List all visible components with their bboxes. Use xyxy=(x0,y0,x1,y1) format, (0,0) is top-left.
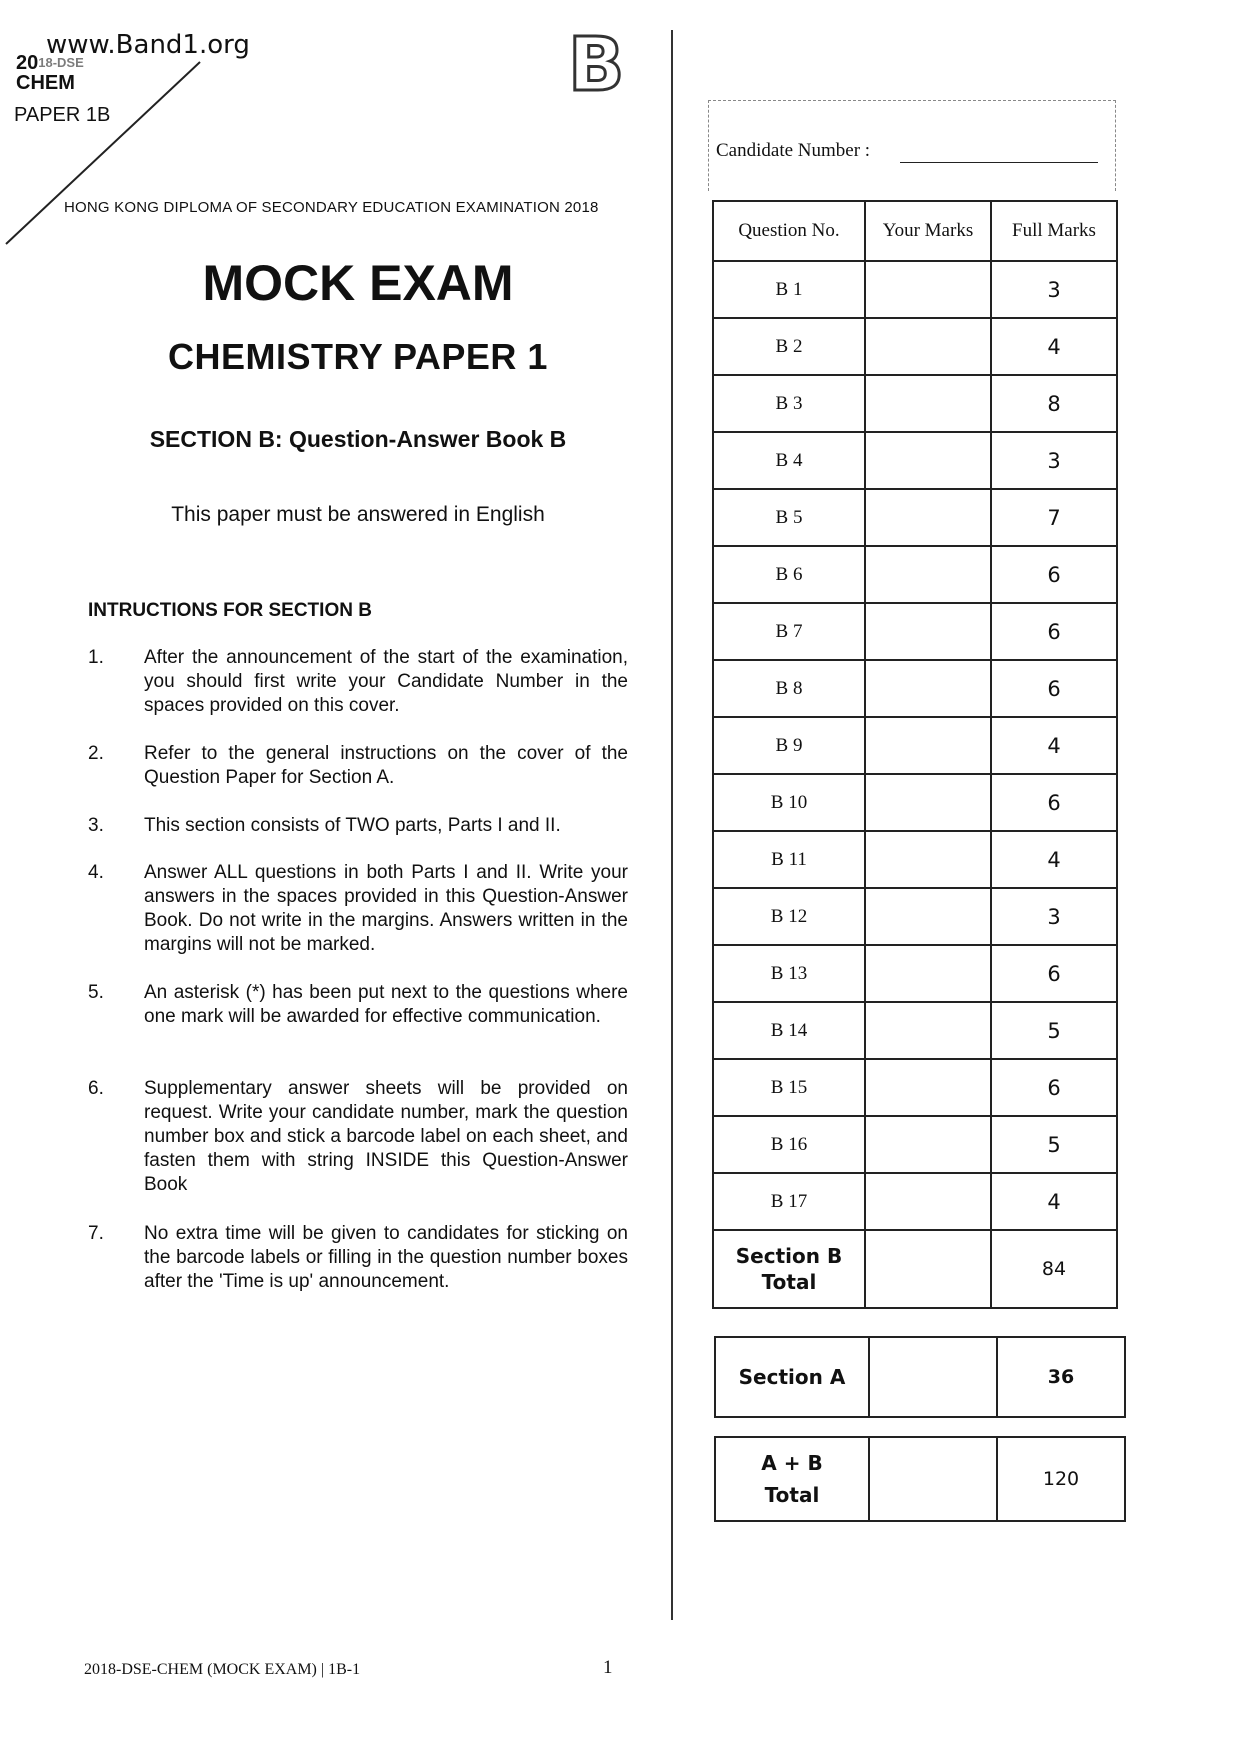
table-row xyxy=(713,432,1117,489)
full-marks-cell: 3 xyxy=(991,261,1117,318)
instruction-text: Refer to the general instructions on the cover of the Question Paper for Section A. xyxy=(144,743,628,788)
table-row xyxy=(713,318,1117,375)
your-marks-cell[interactable] xyxy=(865,774,991,831)
instructions-heading: INTRUCTIONS FOR SECTION B xyxy=(88,600,372,621)
question-number-cell: B 7 xyxy=(713,603,865,660)
table-row xyxy=(713,1059,1117,1116)
table-row xyxy=(713,774,1117,831)
table-row xyxy=(713,603,1117,660)
page-number: 1 xyxy=(603,1657,613,1678)
section-title: SECTION B: Question-Answer Book B xyxy=(149,426,567,452)
exam-body: HONG KONG DIPLOMA OF SECONDARY EDUCATION EXAMINATION 2018 xyxy=(64,199,599,216)
your-marks-cell[interactable] xyxy=(865,660,991,717)
question-number-cell: B 5 xyxy=(713,489,865,546)
header-question-no: Question No. xyxy=(713,201,865,261)
language-note: This paper must be answered in English xyxy=(171,503,545,526)
section-a-label: Section A xyxy=(715,1337,869,1417)
section-b-total-label-line2: Total xyxy=(761,1270,817,1294)
instruction-text: After the announcement of the start of the examination, you should first write your Candidate Number in the spaces provided on this cover. xyxy=(144,647,628,716)
full-marks-cell: 6 xyxy=(991,774,1117,831)
grand-total-your-marks[interactable] xyxy=(869,1437,997,1521)
section-b-total-your-marks[interactable] xyxy=(865,1230,991,1308)
full-marks-cell: 4 xyxy=(991,831,1117,888)
section-a-your-marks[interactable] xyxy=(869,1337,997,1417)
full-marks-cell: 7 xyxy=(991,489,1117,546)
marks-table xyxy=(712,200,1118,1309)
table-row xyxy=(713,1116,1117,1173)
full-marks-cell: 6 xyxy=(991,546,1117,603)
your-marks-cell[interactable] xyxy=(865,1173,991,1230)
your-marks-cell[interactable] xyxy=(865,603,991,660)
question-number-cell: B 17 xyxy=(713,1173,865,1230)
section-b-total-row xyxy=(713,1230,1117,1308)
grand-total-row xyxy=(715,1437,1125,1521)
question-number-cell: B 8 xyxy=(713,660,865,717)
table-row xyxy=(713,888,1117,945)
your-marks-cell[interactable] xyxy=(865,432,991,489)
marks-table-body xyxy=(713,261,1117,1230)
question-number-cell: B 12 xyxy=(713,888,865,945)
booklet-letter: B xyxy=(568,22,625,108)
grand-total-label xyxy=(715,1437,869,1521)
full-marks-cell: 4 xyxy=(991,1173,1117,1230)
full-marks-cell: 6 xyxy=(991,603,1117,660)
question-number-cell: B 14 xyxy=(713,1002,865,1059)
full-marks-cell: 4 xyxy=(991,318,1117,375)
your-marks-cell[interactable] xyxy=(865,261,991,318)
full-marks-cell: 6 xyxy=(991,945,1117,1002)
full-marks-cell: 8 xyxy=(991,375,1117,432)
grand-total-label-line2: Total xyxy=(764,1483,820,1507)
your-marks-cell[interactable] xyxy=(865,489,991,546)
section-a-full: 36 xyxy=(997,1337,1125,1417)
question-number-cell: B 2 xyxy=(713,318,865,375)
table-row xyxy=(713,660,1117,717)
section-a-table xyxy=(714,1336,1126,1418)
instruction-number: 6. xyxy=(88,1078,104,1099)
your-marks-cell[interactable] xyxy=(865,546,991,603)
full-marks-cell: 6 xyxy=(991,660,1117,717)
question-number-cell: B 4 xyxy=(713,432,865,489)
full-marks-cell: 5 xyxy=(991,1116,1117,1173)
section-b-total-full: 84 xyxy=(991,1230,1117,1308)
question-number-cell: B 3 xyxy=(713,375,865,432)
question-number-cell: B 16 xyxy=(713,1116,865,1173)
header-full-marks: Full Marks xyxy=(991,201,1117,261)
instruction-number: 5. xyxy=(88,982,104,1003)
instruction-text: Answer ALL questions in both Parts I and II. Write your answers in the spaces provided in this Question-Answer Book. Do not write in the margins. Answers written in the margins will not be marked. xyxy=(144,862,628,955)
section-b-total-label-line1: Section B xyxy=(735,1244,843,1268)
page-title: MOCK EXAM xyxy=(202,255,514,311)
full-marks-cell: 3 xyxy=(991,888,1117,945)
table-header-row xyxy=(713,201,1117,261)
full-marks-cell: 4 xyxy=(991,717,1117,774)
your-marks-cell[interactable] xyxy=(865,717,991,774)
table-row xyxy=(713,375,1117,432)
header-year-tail: 18-DSE xyxy=(38,55,84,70)
instruction-number: 1. xyxy=(88,647,104,668)
your-marks-cell[interactable] xyxy=(865,1002,991,1059)
instruction-number: 2. xyxy=(88,743,104,764)
candidate-number-label: Candidate Number : xyxy=(716,140,871,161)
table-row xyxy=(713,945,1117,1002)
watermark: www.Band1.org xyxy=(46,30,250,60)
footer-code: 2018-DSE-CHEM (MOCK EXAM) | 1B-1 xyxy=(84,1661,361,1678)
question-number-cell: B 13 xyxy=(713,945,865,1002)
header-your-marks: Your Marks xyxy=(865,201,991,261)
table-row xyxy=(713,261,1117,318)
your-marks-cell[interactable] xyxy=(865,1116,991,1173)
table-row xyxy=(713,717,1117,774)
instruction-text: This section consists of TWO parts, Parts I and II. xyxy=(144,815,561,836)
header-subject: CHEM xyxy=(16,72,75,94)
question-number-cell: B 11 xyxy=(713,831,865,888)
instruction-text: Supplementary answer sheets will be provided on request. Write your candidate number, mark the question number box and stick a barcode label on each sheet, and fasten them with string INSIDE this Question-Answer Book xyxy=(144,1078,628,1195)
full-marks-cell: 6 xyxy=(991,1059,1117,1116)
full-marks-cell: 5 xyxy=(991,1002,1117,1059)
section-b-total-label xyxy=(713,1230,865,1308)
your-marks-cell[interactable] xyxy=(865,375,991,432)
your-marks-cell[interactable] xyxy=(865,945,991,1002)
your-marks-cell[interactable] xyxy=(865,1059,991,1116)
grand-total-table xyxy=(714,1436,1126,1522)
table-row xyxy=(713,1002,1117,1059)
your-marks-cell[interactable] xyxy=(865,831,991,888)
instruction-number: 7. xyxy=(88,1223,104,1244)
full-marks-cell: 3 xyxy=(991,432,1117,489)
table-row xyxy=(713,489,1117,546)
table-row xyxy=(713,831,1117,888)
grand-total-full: 120 xyxy=(997,1437,1125,1521)
question-number-cell: B 1 xyxy=(713,261,865,318)
instruction-text: No extra time will be given to candidates for sticking on the barcode labels or filling in the question number boxes after the 'Time is up' announcement. xyxy=(144,1223,628,1292)
question-number-cell: B 9 xyxy=(713,717,865,774)
paper-title: CHEMISTRY PAPER 1 xyxy=(168,336,548,377)
instruction-number: 4. xyxy=(88,862,104,883)
header-paper: PAPER 1B xyxy=(14,104,111,126)
instruction-number: 3. xyxy=(88,815,104,836)
question-number-cell: B 6 xyxy=(713,546,865,603)
section-a-row xyxy=(715,1337,1125,1417)
candidate-number-field[interactable] xyxy=(900,162,1098,163)
question-number-cell: B 15 xyxy=(713,1059,865,1116)
instruction-text: An asterisk (*) has been put next to the questions where one mark will be awarded for effective communication. xyxy=(144,982,628,1027)
grand-total-label-line1: A + B xyxy=(761,1451,823,1475)
your-marks-cell[interactable] xyxy=(865,318,991,375)
header-year xyxy=(16,52,84,74)
question-number-cell: B 10 xyxy=(713,774,865,831)
your-marks-cell[interactable] xyxy=(865,888,991,945)
table-row xyxy=(713,1173,1117,1230)
header-year-prefix: 20 xyxy=(16,52,39,74)
page-divider xyxy=(671,30,673,1620)
table-row xyxy=(713,546,1117,603)
